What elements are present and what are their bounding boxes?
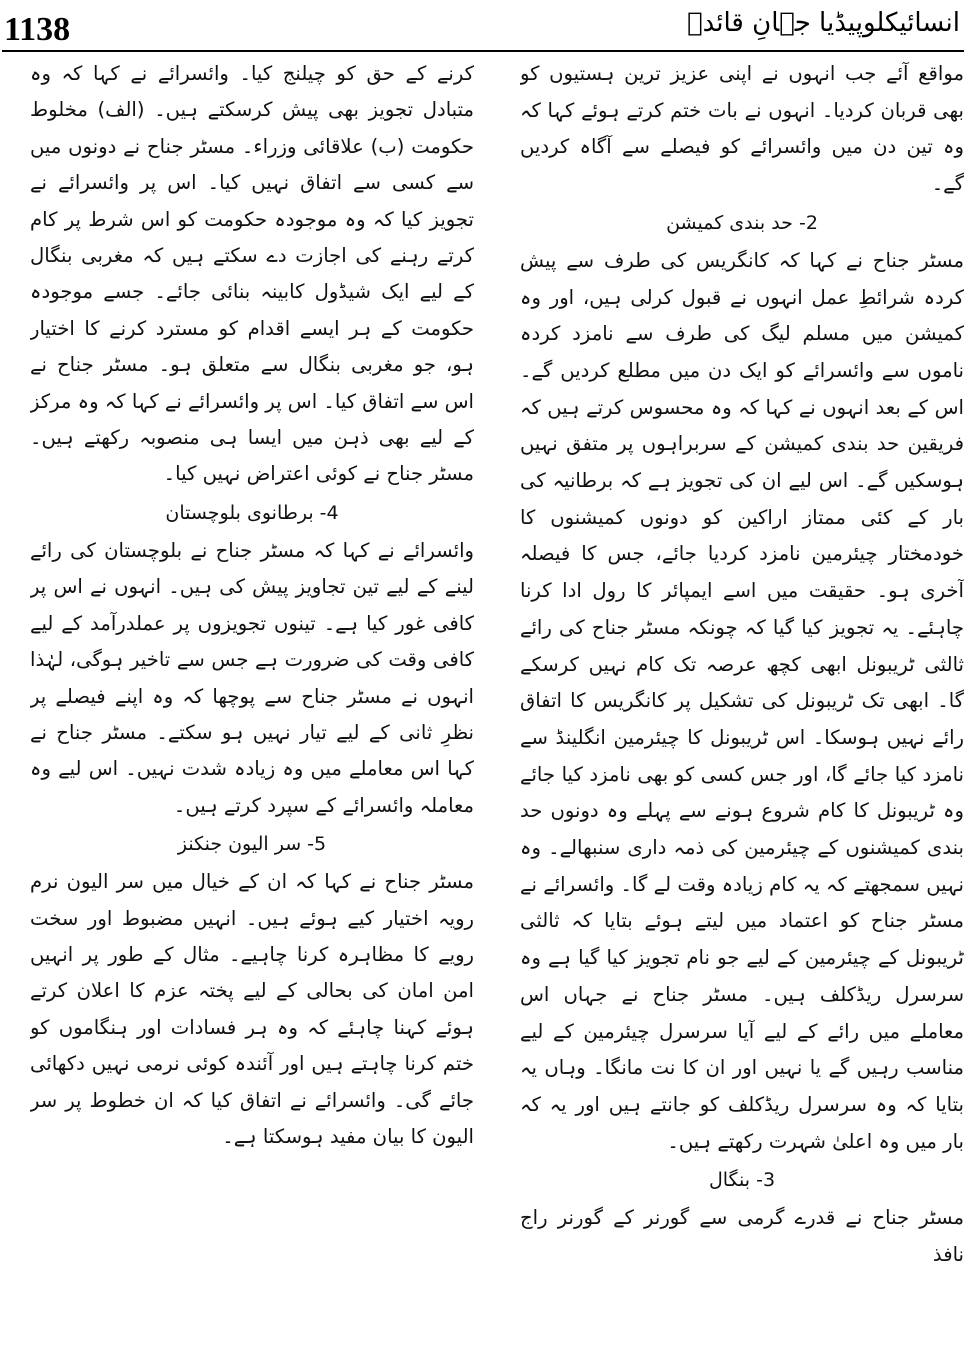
paragraph: مسٹر جناح نے کہا کہ کانگریس کی طرف سے پیش کردہ شرائطِ عمل انہوں نے قبول کرلی ہیں، اور وہ کمیشن میں مسلم لیگ کی طرف سے نامزد کردہ ناموں سے وائسرائے کو ایک دن میں مطلع کردیں گے۔ اس کے بعد انہوں نے کہا کہ وہ محسوس کرتے ہیں کہ فریقین حد بندی کمیشن کے سربراہوں پر متفق نہیں ہوسکیں گے۔ اس لیے ان کی تجویز ہے کہ برطانیہ کی بار کے کئی ممتاز اراکین کو دونوں کمیشنوں کا خودمختار چیئرمین نامزد کردیا جائے، جس کا فیصلہ آخری ہو۔ حقیقت میں اسے ایمپائر کا رول ادا کرنا چاہئے۔ یہ تجویز کیا گیا کہ چونکہ مسٹر جناح کی رائے ثالثی ٹریبونل ابھی کچھ عرصہ تک کام نہیں کرسکے گا۔ ابھی تک ٹریبونل کی تشکیل پر کانگریس کا اتفاق رائے نہیں ہوسکا۔ اس ٹریبونل کا چیئرمین انگلینڈ سے نامزد کیا جائے گا، اور جس کسی کو بھی نامزد کیا جائے وہ ٹریبونل کا کام شروع ہونے سے پہلے وہ دونوں حد بندی کمیشنوں کے چیئرمین کی ذمہ داری سنبھالے۔ وہ نہیں سمجھتے کہ یہ کام زیادہ وقت لے گا۔ وائسرائے نے مسٹر جناح کو اعتماد میں لیتے ہوئے بتایا کہ ثالثی ٹریبونل کے چیئرمین کے لیے جو نام تجویز کیا گیا ہے وہ سرسرل ریڈکلف ہیں۔ مسٹر جناح نے جہاں اس معاملے میں رائے کے لیے آیا سرسرل چیئرمین کے لیے مناسب رہیں گے یا نہیں اور ان کا نت مانگا۔ وہاں یہ بتایا کہ وہ سرسرل ریڈکلف کو جانتے ہیں اور یہ کہ بار میں وہ اعلیٰ شہرت رکھتے ہیں۔ — [520, 248, 964, 1153]
section-heading-bengal: 3- بنگال — [708, 1169, 776, 1192]
section-heading-sir-evan-jenkins: 5- سر الیون جنکنز — [177, 833, 327, 856]
running-title: انسائیکلوپیڈیا جہانِ قائدؒ — [687, 8, 960, 38]
paragraph: مسٹر جناح نے کہا کہ ان کے خیال میں سر الیون نرم رویہ اختیار کیے ہوئے ہیں۔ انہیں مضبوط اور سخت رویے کا مظاہرہ کرنا چاہیے۔ مثال کے طور پر انہیں امن امان کی بحالی کے لیے پختہ عزم کا اعلان کرتے ہوئے کہنا چاہئے کہ وہ ہر فسادات اور ہنگاموں کو ختم کرنا چاہتے ہیں اور آئندہ کوئی نرمی نہیں دکھائی جائے گی۔ وائسرائے نے اتفاق کیا کہ ان خطوط پر سر الیون کا بیان مفید ہوسکتا ہے۔ — [30, 870, 474, 1148]
right-column — [520, 56, 964, 1352]
section-heading-british-baluchistan: 4- برطانوی بلوچستان — [165, 501, 339, 524]
section-heading-boundary-commission: 2- حد بندی کمیشن — [666, 211, 818, 234]
paragraph: کرنے کے حق کو چیلنج کیا۔ وائسرائے نے کہا کہ وہ متبادل تجویز بھی پیش کرسکتے ہیں۔ (الف) مخلوط حکومت (ب) علاقائی وزراء۔ مسٹر جناح نے دونوں میں سے کسی سے اتفاق نہیں کیا۔ اس پر وائسرائے نے تجویز کیا کہ وہ موجودہ حکومت کو اس شرط پر کام کرتے رہنے کی اجازت دے سکتے ہیں کہ مغربی بنگال کے لیے ایک شیڈول کابینہ بنائی جائے۔ جسے موجودہ حکومت کے ہر ایسے اقدام کو مسترد کرنے کا اختیار ہو، جو مغربی بنگال سے متعلق ہو۔ مسٹر جناح نے اس سے اتفاق کیا۔ اس پر وائسرائے نے کہا کہ وہ مرکز کے لیے بھی ذہن میں ایسا ہی منصوبہ رکھتے ہیں۔ مسٹر جناح نے کوئی اعتراض نہیں کیا۔ — [30, 62, 474, 486]
page-number: 1138 — [4, 11, 71, 48]
header-rule — [2, 50, 964, 52]
paragraph: مسٹر جناح نے قدرے گرمی سے گورنر کے گورنر راج نافذ — [520, 1206, 964, 1267]
left-column — [30, 56, 474, 1352]
paragraph: وائسرائے نے کہا کہ مسٹر جناح نے بلوچستان کی رائے لینے کے لیے تین تجاویز پیش کی ہیں۔ انہوں نے اس پر کافی غور کیا ہے۔ تینوں تجویزوں پر عملدرآمد کے لیے کافی وقت کی ضرورت ہے جس سے تاخیر ہوگی، لہٰذا انہوں نے مسٹر جناح سے پوچھا کہ وہ اپنے فیصلے پر نظرِ ثانی کے لیے تیار نہیں ہو سکتے۔ مسٹر جناح نے کہا اس معاملے میں وہ زیادہ شدت نہیں۔ اس لیے وہ معاملہ وائسرائے کے سپرد کرتے ہیں۔ — [30, 538, 474, 817]
page-header — [0, 0, 968, 52]
paragraph: مواقع آئے جب انہوں نے اپنی عزیز ترین ہستیوں کو بھی قربان کردیا۔ انہوں نے بات ختم کرتے ہوئے کہا کہ وہ تین دن میں وائسرائے کو فیصلے سے آگاہ کردیں گے۔ — [520, 62, 964, 196]
